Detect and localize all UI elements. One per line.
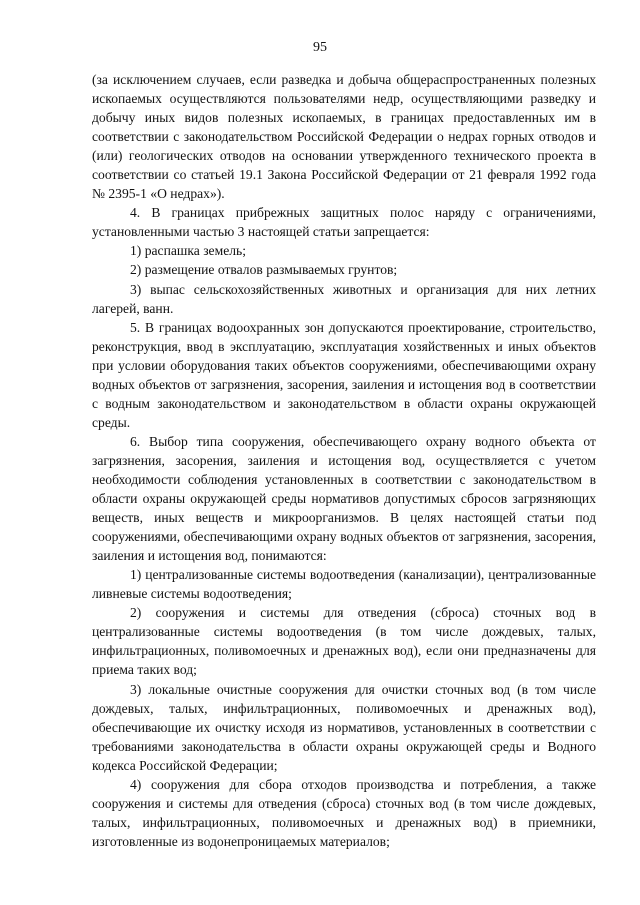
list-item: 2) сооружения и системы для отведения (сброса) сточных вод в централизованные системы водоотведения (в том числе дождевых, талых, инфильтрационных, поливомоечных и дренажных вод), если они предназначены для приема таких вод; [92,605,596,678]
list-item: 4) сооружения для сбора отходов производства и потребления, а также сооружения и системы для отведения (сброса) сточных вод (в том числе дождевых, талых, инфильтрационных, поливомоечных и дренажных вод) в приемники, изготовленные из водонепроницаемых материалов; [92,776,596,849]
list-item: 3) локальные очистные сооружения для очистки сточных вод (в том числе дождевых, талых, инфильтрационных, поливомоечных и дренажных вод), обеспечивающие их очистку исходя из нормативов, установленных в соответствии с требованиями законодательства в области охраны окружающей среды и Водного кодекса Российской Федерации; [92,681,596,773]
list-item: 1) централизованные системы водоотведения (канализации), централизованные ливневые системы водоотведения; [92,567,596,602]
list-item: 2) размещение отвалов размываемых грунтов; [130,262,398,278]
paragraph-item-5: 5. В границах водоохранных зон допускаются проектирование, строительство, реконструкция, ввод в эксплуатацию, эксплуатация хозяйственных и иных объектов при условии оборудования таких объектов сооружениями, обеспечивающими охрану водных объектов от загрязнения, засорения, заиления и истощения вод в соответствии с водным законодательством и законодательством в области охраны окружающей среды. [92,319,596,430]
paragraph-item-6: 6. Выбор типа сооружения, обеспечивающего охрану водного объекта от загрязнения, засорения, заиления и истощения вод, осуществляется с учетом необходимости соблюдения установленных в соответствии с законодательством в области охраны окружающей среды нормативов допустимых сбросов загрязняющих веществ, иных веществ и микроорганизмов. В целях настоящей статьи под сооружениями, обеспечивающими охрану водных объектов от загрязнения, засорения, заиления и истощения вод, понимаются: [92,433,596,564]
page-number: 95 [313,40,327,55]
list-item: 1) распашка земель; [130,243,246,259]
paragraph-continuation: (за исключением случаев, если разведка и добыча общераспространенных полезных ископаемых осуществляются пользователями недр, осуществляющими разведку и добычу иных видов полезных ископаемых, в границах предоставленных им в соответствии с законодательством Российской Федерации о недрах горных отводов и (или) геологических отводов на основании утвержденного технического проекта в соответствии со статьей 19.1 Закона Российской Федерации от 21 февраля 1992 года № 2395-1 «О недрах»). [92,72,596,202]
paragraph-item-4: 4. В границах прибрежных защитных полос наряду с ограничениями, установленными частью 3 настоящей статьи запрещается: [92,205,596,240]
list-item: 3) выпас сельскохозяйственных животных и организация для них летних лагерей, ванн. [92,281,596,316]
document-body [92,70,596,851]
